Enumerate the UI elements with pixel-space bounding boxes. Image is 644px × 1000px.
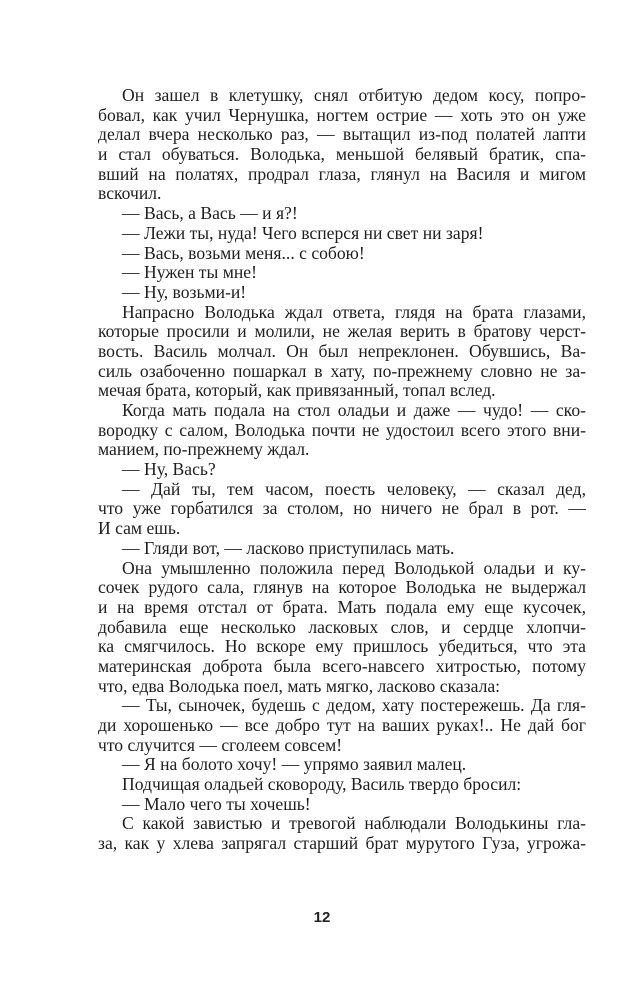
text-line: ка смягчилось. Но вскоре ему пришлось убедиться, что эта: [98, 636, 586, 657]
text-line: С какой завистью и тревогой наблюдали Володькины гла-: [122, 813, 586, 834]
text-line: материнская доброта была всего-навсего хитростью, потому: [98, 655, 586, 676]
text-line: добавила еще несколько ласковых слов, и сердце хлопчи-: [98, 616, 586, 637]
text-line: И сам ешь.: [98, 518, 181, 539]
dialogue-line: — Ну, Вась?: [122, 459, 216, 480]
dialogue-line: — Лежи ты, нуда! Чего всперся ни свет ни заря!: [122, 222, 484, 243]
dialogue-line: — Дай ты, тем часом, поесть человеку, — сказал дед,: [122, 478, 586, 499]
dialogue-line: — Ты, сыночек, будешь с дедом, хату постережешь. Да гля-: [122, 695, 586, 716]
text-line: что уже горбатился за столом, но ничего не брал в рот. —: [98, 498, 586, 519]
text-line: мечая брата, который, как привязанный, топал вслед.: [98, 380, 496, 401]
text-line: что случится — сголеем совсем!: [98, 734, 343, 755]
text-line: сочек рудого сала, глянув на которое Володька не выдержал: [98, 577, 586, 598]
text-line: Напрасно Володька ждал ответа, глядя на брата глазами,: [122, 301, 586, 322]
text-line: что, едва Володька поел, мать мягко, ласково сказала:: [98, 675, 501, 696]
dialogue-line: — Мало чего ты хочешь!: [122, 793, 311, 814]
text-line: Когда мать подала на стол оладьи и даже — чудо! — ско-: [122, 400, 586, 420]
text-line: Подчищая оладьей сковороду, Василь твердо бросил:: [122, 774, 522, 795]
text-line: вородку с салом, Володька почти не удостоил всего этого вни-: [98, 419, 586, 440]
text-line: Она умышленно положила перед Володькой оладьи и ку-: [122, 557, 586, 578]
page-number: 12: [313, 909, 331, 926]
text-line: которые просили и молили, не желая верить в братову черст-: [98, 321, 586, 342]
text-line: и на время отстал от брата. Мать подала ему еще кусочек,: [98, 596, 586, 617]
text-line: манием, по-прежнему ждал.: [98, 439, 310, 460]
text-line: и стал обуваться. Володька, меньшой белявый братик, спа-: [98, 144, 586, 165]
dialogue-line: — Вась, возьми меня... с собою!: [122, 242, 365, 263]
text-line: вший на полатях, продрал глаза, глянул на Василя и мигом: [98, 163, 586, 184]
page-body-text: [98, 86, 586, 854]
text-line: силь озабоченно пошаркал в хату, по-прежнему словно не за-: [98, 360, 586, 381]
dialogue-line: — Ну, возьми-и!: [122, 281, 247, 302]
text-line: ди хорошенько — все добро тут на ваших руках!.. Не дай бог: [98, 715, 586, 735]
dialogue-line: — Вась, а Вась — и я?!: [122, 203, 298, 224]
dialogue-line: — Я на болото хочу! — упрямо заявил малец.: [122, 754, 467, 775]
text-line: делал вчера несколько раз, — вытащил из-под полатей лапти: [98, 124, 586, 145]
dialogue-line: — Нужен ты мне!: [122, 262, 257, 283]
text-line: за, как у хлева запрягал старший брат мурутого Гуза, угрожа-: [98, 833, 586, 854]
text-line: вость. Василь молчал. Он был непреклонен. Обувшись, Ва-: [98, 340, 586, 361]
text-line: вскочил.: [98, 183, 162, 204]
dialogue-line: — Гляди вот, — ласково приступилась мать.: [122, 537, 455, 558]
text-line: бовал, как учил Чернушка, ногтем острие — хоть это он уже: [98, 104, 586, 125]
text-line: Он зашел в клетушку, снял отбитую дедом косу, попро-: [122, 85, 586, 105]
